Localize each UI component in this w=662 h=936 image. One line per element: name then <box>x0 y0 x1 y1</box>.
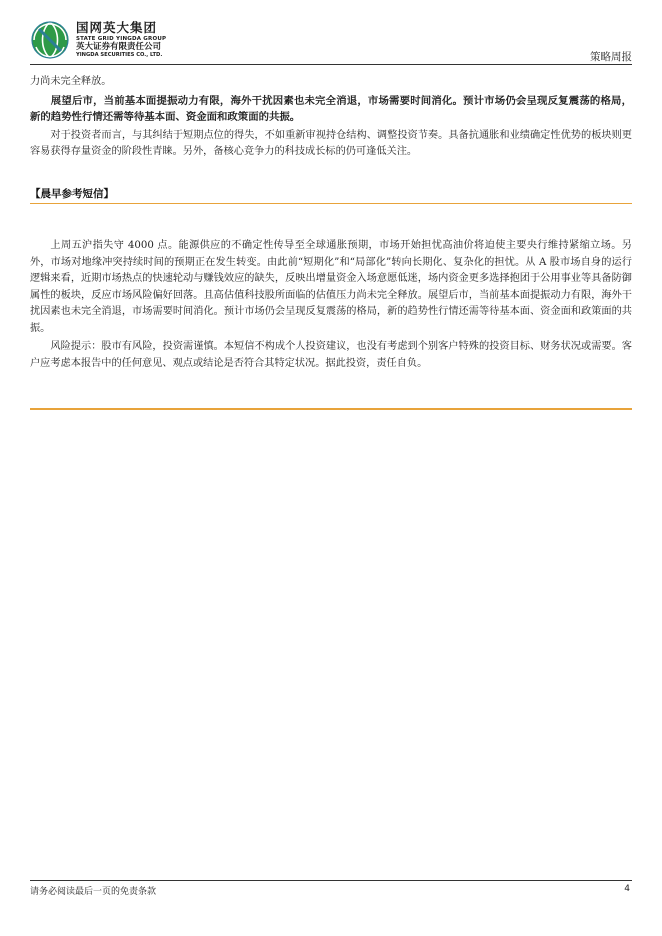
page-number: 4 <box>624 884 630 894</box>
company-logo <box>30 18 230 62</box>
page-header <box>30 18 632 64</box>
risk-warning-paragraph: 风险提示：股市有风险，投资需谨慎。本短信不构成个人投资建议，也没有考虑到个别客户特殊的投资目标、财务状况或需要。客户应考虑本报告中的任何意见、观点或结论是否符合其特定状况。据此投资，责任自负。 <box>30 341 632 369</box>
body-text <box>30 74 632 161</box>
logo-company-name-en: YINGDA SECURITIES CO., LTD. <box>76 51 163 58</box>
logo-text-block <box>76 22 166 58</box>
header-divider <box>30 64 632 65</box>
section-title: 【晨早参考短信】 <box>30 188 114 200</box>
brief-paragraph-1: 上周五沪指失守 4000 点。能源供应的不确定性传导至全球通胀预期，市场开始担忧高油价将迫使主要央行维持紧缩立场。另外，市场对地缘冲突持续时间的预期正在发生转变。由此前“短期化”和“局部化”转向长期化、复杂化的担忧。从 A 股市场自身的运行逻辑来看，近期市场热点的快速轮动与赚钱效应的缺失，反映出增量资金入场意愿低迷，场内资金更多选择抱团于公用事业等具备防御属性的板块，反应市场风险偏好回落。且高估值科技股所面临的估值压力尚未完全释放。展望后市，当前基本面提振动力有限，海外干扰因素也未完全消退，市场需要时间消化。预计市场仍会呈现反复震荡的格局，新的趋势性行情还需等待基本面、资金面和政策面的共振。 <box>30 240 632 334</box>
section-end-divider <box>30 408 632 410</box>
report-type-label: 策略周报 <box>590 51 632 63</box>
logo-group-name-en: STATE GRID YINGDA GROUP <box>76 35 167 42</box>
body-paragraph-outlook: 展望后市，当前基本面提振动力有限，海外干扰因素也未完全消退，市场需要时间消化。预计市场仍会呈现反复震荡的格局，新的趋势性行情还需等待基本面、资金面和政策面的共振。 <box>30 94 632 123</box>
footer-divider <box>30 880 632 881</box>
globe-logo-icon <box>30 20 70 60</box>
logo-company-name: 英大证券有限责任公司 <box>76 42 162 52</box>
logo-group-name: 国网英大集团 <box>76 20 158 35</box>
body-paragraph-investors: 对于投资者而言，与其纠结于短期点位的得失，不如重新审视持仓结构、调整投资节奏。具备抗通胀和业绩确定性优势的板块则更容易获得存量资金的阶段性青睐。另外，备核心竞争力的科技成长标的仍可逢低关注。 <box>30 129 632 157</box>
morning-brief <box>30 238 632 372</box>
section-divider <box>30 203 632 204</box>
footer-disclaimer: 请务必阅读最后一页的免责条款 <box>30 887 157 897</box>
body-paragraph-1: 力尚未完全释放。 <box>30 76 112 87</box>
